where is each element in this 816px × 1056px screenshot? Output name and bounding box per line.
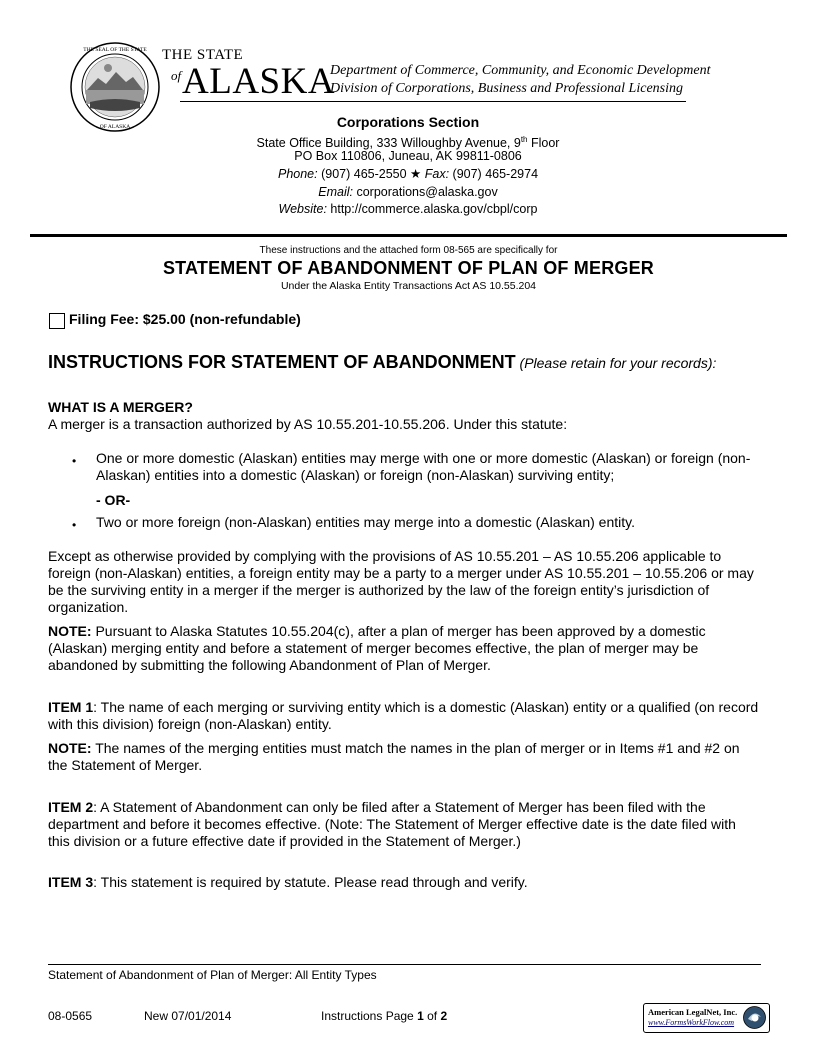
state-of-word: of (171, 68, 182, 83)
division-name: Division of Corporations, Business and Professional Licensing (330, 81, 683, 96)
footer-title: Statement of Abandonment of Plan of Merger: All Entity Types (48, 968, 377, 982)
merger-heading: WHAT IS A MERGER? (48, 399, 193, 415)
phone-fax-line: Phone: (907) 465-2550 ★ Fax: (907) 465-2974 (277, 167, 539, 181)
page-number: Instructions Page 1 of 2 (321, 1009, 448, 1023)
names-note: NOTE: The names of the merging entities must match the names in the plan of merger or in Items #1 and #2 on the Statement of Merger. (48, 740, 740, 773)
merger-bullet-1: One or more domestic (Alaskan) entities may merge with one or more domestic (Alaskan) or foreign (non-Alaskan) entities into a domestic (Alaskan) or foreign (non-Alaskan) surviving entity; (96, 450, 751, 483)
retain-note: (Please retain for your records): (515, 355, 717, 371)
email-line: Email: corporations@alaska.gov (318, 185, 498, 199)
foreign-entity-paragraph: Except as otherwise provided by complying with the provisions of AS 10.55.201 – AS 10.55.206 applicable to foreign (non-Alaskan) entities, a foreign entity may be a party to a merger under AS 10.55.201 – 10.55.206 or may be the surviving entity in a merger if the merger is authorized by the law of the foreign entity’s jurisdiction of organization. (48, 548, 754, 615)
filing-fee-checkbox[interactable] (49, 313, 65, 329)
merger-bullet-2: Two or more foreign (non-Alaskan) entities may merge into a domestic (Alaskan) entity. (96, 514, 635, 530)
header-divider (180, 101, 686, 102)
filing-fee-label: Filing Fee: $25.00 (non-refundable) (69, 311, 301, 327)
department-name: Department of Commerce, Community, and Economic Development (330, 63, 711, 78)
star-icon: ★ (410, 167, 422, 181)
form-number: 08-0565 (48, 1009, 93, 1023)
legalnet-link[interactable]: www.FormsWorkFlow.com (648, 1018, 735, 1027)
merger-intro: A merger is a transaction authorized by AS 10.55.201-10.55.206. Under this statute: (48, 416, 568, 432)
page-subtitle: Under the Alaska Entity Transactions Act AS 10.55.204 (280, 280, 537, 292)
bullet-icon: • (72, 454, 77, 468)
item-2: ITEM 2: A Statement of Abandonment can only be filed after a Statement of Merger has been filed with the department and before it becomes effective. (Note: The Statement of Merger effective date is the date filed with this division or a future effective date if provided in the Statement of Merger.) (48, 799, 736, 849)
corporations-section-heading: Corporations Section (336, 114, 480, 130)
office-address: State Office Building, 333 Willoughby Avenue, 9th Floor (256, 135, 560, 151)
section-divider (30, 234, 787, 237)
or-separator: - OR- (96, 492, 131, 508)
state-seal-icon (70, 42, 160, 132)
website-link[interactable]: http://commerce.alaska.gov/cbpl/corp (326, 202, 538, 216)
legalnet-badge[interactable] (643, 1003, 770, 1033)
website-line: Website: http://commerce.alaska.gov/cbpl/corp (278, 202, 538, 216)
po-box: PO Box 110806, Juneau, AK 99811-0806 (294, 149, 522, 163)
state-name: ALASKA (182, 61, 336, 102)
svg-text:THE SEAL OF THE STATE: THE SEAL OF THE STATE (83, 47, 147, 53)
item-3: ITEM 3: This statement is required by statute. Please read through and verify. (48, 874, 528, 890)
revision-date: New 07/01/2014 (144, 1009, 232, 1023)
intro-note: These instructions and the attached form 08-565 are specifically for (259, 245, 558, 256)
email-link[interactable]: corporations@alaska.gov (353, 185, 498, 199)
abandonment-note: NOTE: Pursuant to Alaska Statutes 10.55.204(c), after a plan of merger has been approved by a domestic (Alaskan) merging entity and before a statement of merger becomes effective, the plan of merger may be abandoned by submitting the following Abandonment of Plan of Merger. (48, 623, 706, 673)
instructions-heading: INSTRUCTIONS FOR STATEMENT OF ABANDONMENT (Please retain for your records): (48, 352, 717, 372)
legalnet-logo-icon (742, 1005, 767, 1030)
bullet-icon: • (72, 518, 77, 532)
legalnet-name: American LegalNet, Inc. (648, 1007, 738, 1017)
item-1: ITEM 1: The name of each merging or surviving entity which is a domestic (Alaskan) entity or a qualified (on record with this division) foreign (non-Alaskan) entity. (48, 699, 759, 732)
state-line: THE STATE (162, 47, 244, 63)
svg-text:OF ALASKA: OF ALASKA (99, 124, 131, 130)
page-title: STATEMENT OF ABANDONMENT OF PLAN OF MERGER (162, 258, 655, 278)
footer-divider (48, 964, 761, 965)
